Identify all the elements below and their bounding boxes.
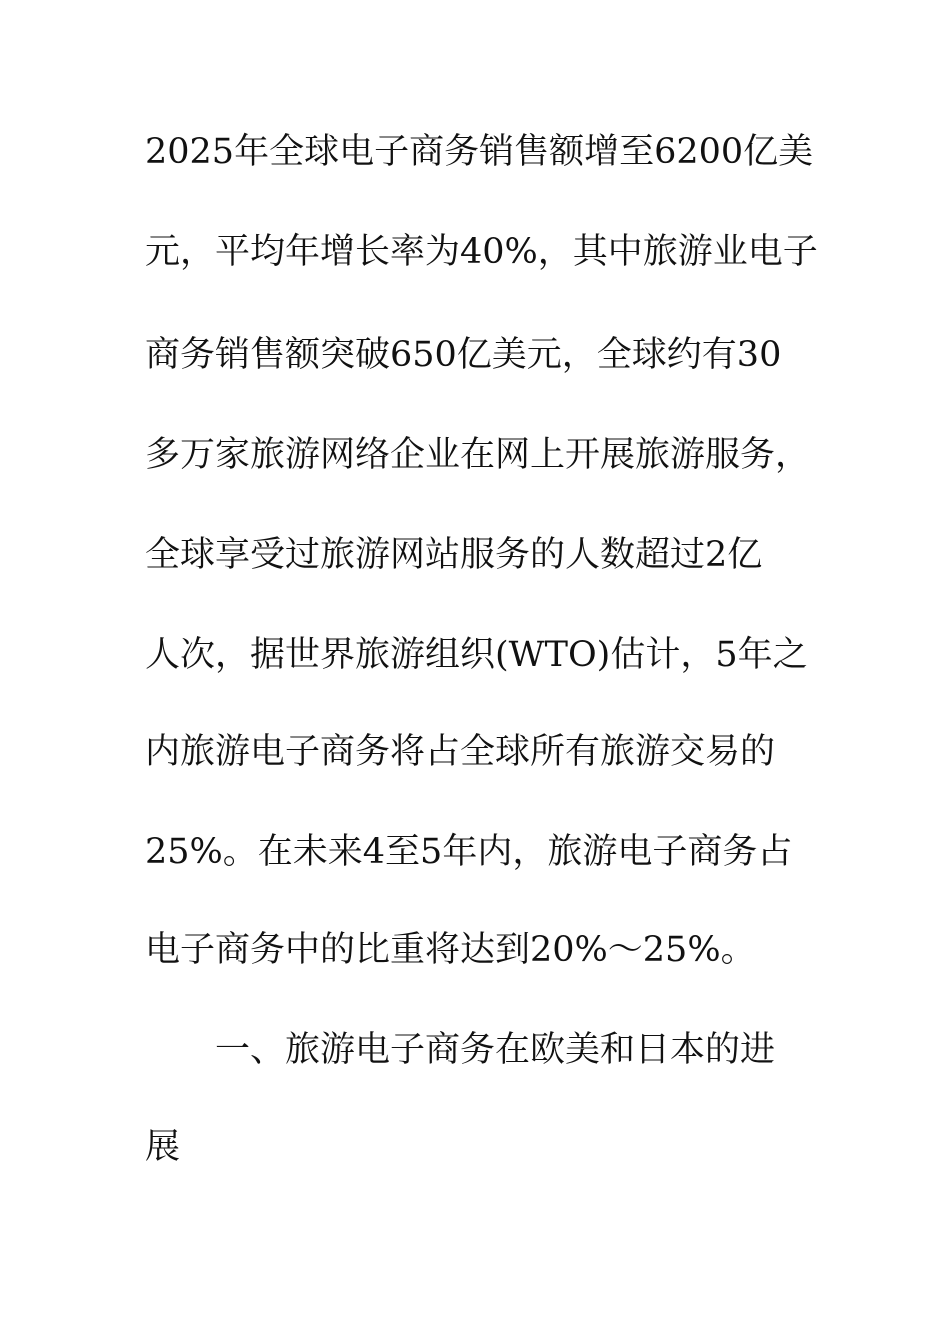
- paragraph-line: 2025年全球电子商务销售额增至6200亿美: [145, 132, 814, 172]
- paragraph-line: 元，平均年增长率为40%，其中旅游业电子: [145, 232, 818, 272]
- paragraph-line: 多万家旅游网络企业在网上开展旅游服务，: [145, 435, 811, 475]
- paragraph-line: 人次，据世界旅游组织(WTO)估计，5年之: [145, 635, 808, 675]
- section-heading-line: 展: [145, 1127, 181, 1167]
- paragraph-line: 25%。在未来4至5年内，旅游电子商务占: [145, 832, 793, 872]
- section-heading-line: 一、旅游电子商务在欧美和日本的进: [215, 1030, 776, 1070]
- paragraph-line: 商务销售额突破650亿美元，全球约有30: [145, 335, 782, 375]
- paragraph-line: 电子商务中的比重将达到20%～25%。: [145, 930, 756, 970]
- paragraph-line: 内旅游电子商务将占全球所有旅游交易的: [145, 732, 776, 772]
- paragraph-line: 全球享受过旅游网站服务的人数超过2亿: [145, 535, 763, 575]
